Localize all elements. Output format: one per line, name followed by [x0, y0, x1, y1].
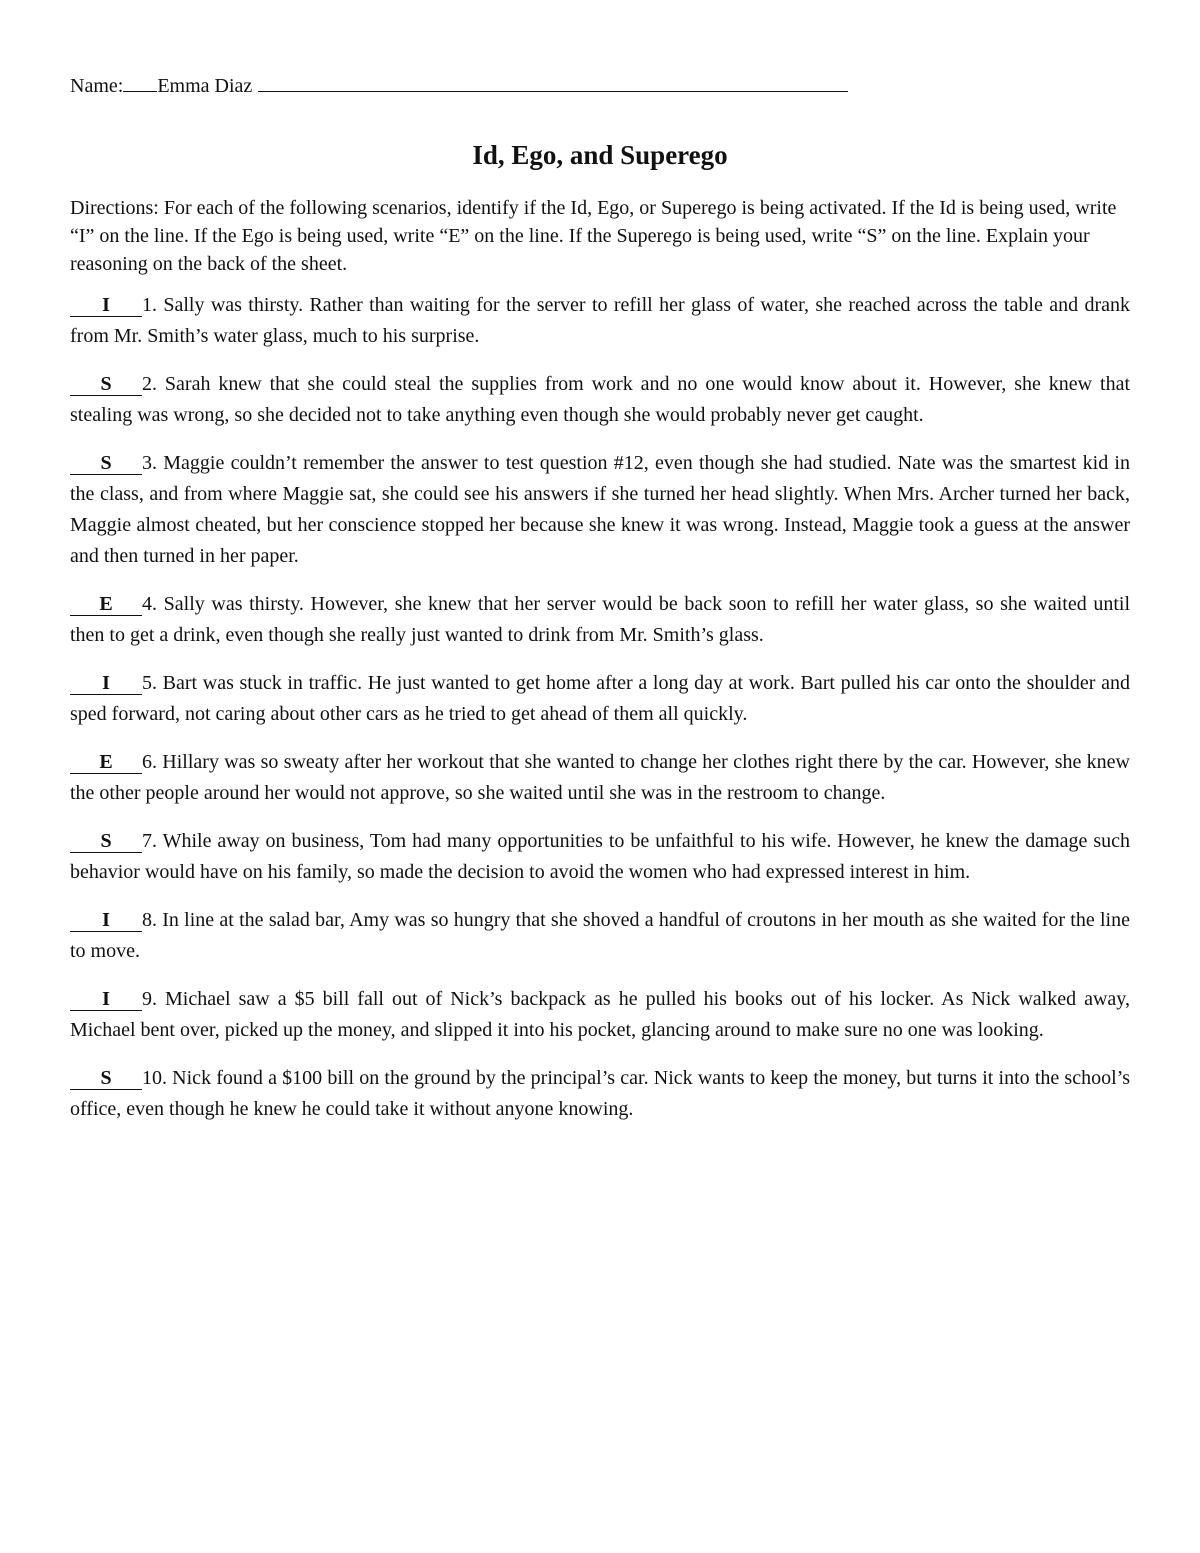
scenario-text-2: Sarah knew that she could steal the supplies from work and no one would know about it. However, she knew that stealing was wrong, so she decided not to take anything even though she would probably never get caught.: [70, 373, 1130, 426]
scenario-number-5: 5.: [142, 672, 157, 694]
scenario-text-5: Bart was stuck in traffic. He just wanted to get home after a long day at work. Bart pulled his car onto the shoulder and sped forward, not caring about other cars as he tried to get ahead of them all quickly.: [70, 672, 1130, 725]
scenario-number-2: 2.: [142, 373, 157, 395]
scenario-list: [70, 290, 1130, 1125]
scenario-number-9: 9.: [142, 988, 157, 1010]
scenario-item-7: [70, 826, 1130, 888]
scenario-text-10: Nick found a $100 bill on the ground by the principal’s car. Nick wants to keep the money, but turns it into the school’s office, even though he knew he could take it without anyone knowing.: [70, 1067, 1130, 1120]
scenario-text-3: Maggie couldn’t remember the answer to test question #12, even though she had studied. Nate was the smartest kid in the class, and from where Maggie sat, she could see his answers if she turned her head slightly. When Mrs. Archer turned her back, Maggie almost cheated, but her conscience stopped her because she knew it was wrong. Instead, Maggie took a guess at the answer and then turned in her paper.: [70, 452, 1130, 567]
scenario-item-5: [70, 668, 1130, 730]
answer-blank-2[interactable]: S: [70, 373, 142, 396]
answer-blank-1[interactable]: I: [70, 294, 142, 317]
scenario-text-7: While away on business, Tom had many opportunities to be unfaithful to his wife. However, he knew the damage such behavior would have on his family, so made the decision to avoid the women who had expressed interest in him.: [70, 830, 1130, 883]
scenario-item-3: [70, 448, 1130, 572]
scenario-text-6: Hillary was so sweaty after her workout that she wanted to change her clothes right there by the car. However, she knew the other people around her would not approve, so she waited until she was in the restroom to change.: [70, 751, 1130, 804]
student-name: Emma Diaz: [157, 75, 253, 97]
scenario-number-7: 7.: [142, 830, 157, 852]
answer-blank-10[interactable]: S: [70, 1067, 142, 1090]
name-rule-end: [258, 91, 848, 92]
name-line: [70, 66, 1130, 106]
scenario-item-8: [70, 905, 1130, 967]
scenario-text-8: In line at the salad bar, Amy was so hungry that she shoved a handful of croutons in her mouth as she waited for the line to move.: [70, 909, 1130, 962]
scenario-text-1: Sally was thirsty. Rather than waiting for the server to refill her glass of water, she reached across the table and drank from Mr. Smith’s water glass, much to his surprise.: [70, 294, 1130, 347]
scenario-text-9: Michael saw a $5 bill fall out of Nick’s backpack as he pulled his books out of his locker. As Nick walked away, Michael bent over, picked up the money, and slipped it into his pocket, glancing around to make sure no one was looking.: [70, 988, 1130, 1041]
scenario-number-10: 10.: [142, 1067, 167, 1089]
scenario-item-6: [70, 747, 1130, 809]
directions-text: Directions: For each of the following scenarios, identify if the Id, Ego, or Superego is being activated. If the Id is being used, write “I” on the line. If the Ego is being used, write “E” on the line. If the Superego is being used, write “S” on the line. Explain your reasoning on the back of the sheet.: [70, 197, 1117, 275]
scenario-number-4: 4.: [142, 593, 157, 615]
scenario-number-8: 8.: [142, 909, 157, 931]
scenario-item-9: [70, 984, 1130, 1046]
answer-blank-9[interactable]: I: [70, 988, 142, 1011]
worksheet-page: [70, 66, 1130, 1142]
answer-blank-8[interactable]: I: [70, 909, 142, 932]
scenario-item-2: [70, 369, 1130, 431]
scenario-number-6: 6.: [142, 751, 157, 773]
answer-blank-3[interactable]: S: [70, 452, 142, 475]
scenario-item-4: [70, 589, 1130, 651]
scenario-item-10: [70, 1063, 1130, 1125]
answer-blank-5[interactable]: I: [70, 672, 142, 695]
worksheet-title: Id, Ego, and Superego: [472, 140, 728, 170]
scenario-number-3: 3.: [142, 452, 157, 474]
name-label: Name:: [70, 75, 124, 97]
answer-blank-6[interactable]: E: [70, 751, 142, 774]
answer-blank-7[interactable]: S: [70, 830, 142, 853]
scenario-item-1: [70, 290, 1130, 352]
name-rule-start: [123, 91, 157, 92]
answer-blank-4[interactable]: E: [70, 593, 142, 616]
scenario-text-4: Sally was thirsty. However, she knew that her server would be back soon to refill her water glass, so she waited until then to get a drink, even though she really just wanted to drink from Mr. Smith’s glass.: [70, 593, 1130, 646]
scenario-number-1: 1.: [142, 294, 157, 316]
